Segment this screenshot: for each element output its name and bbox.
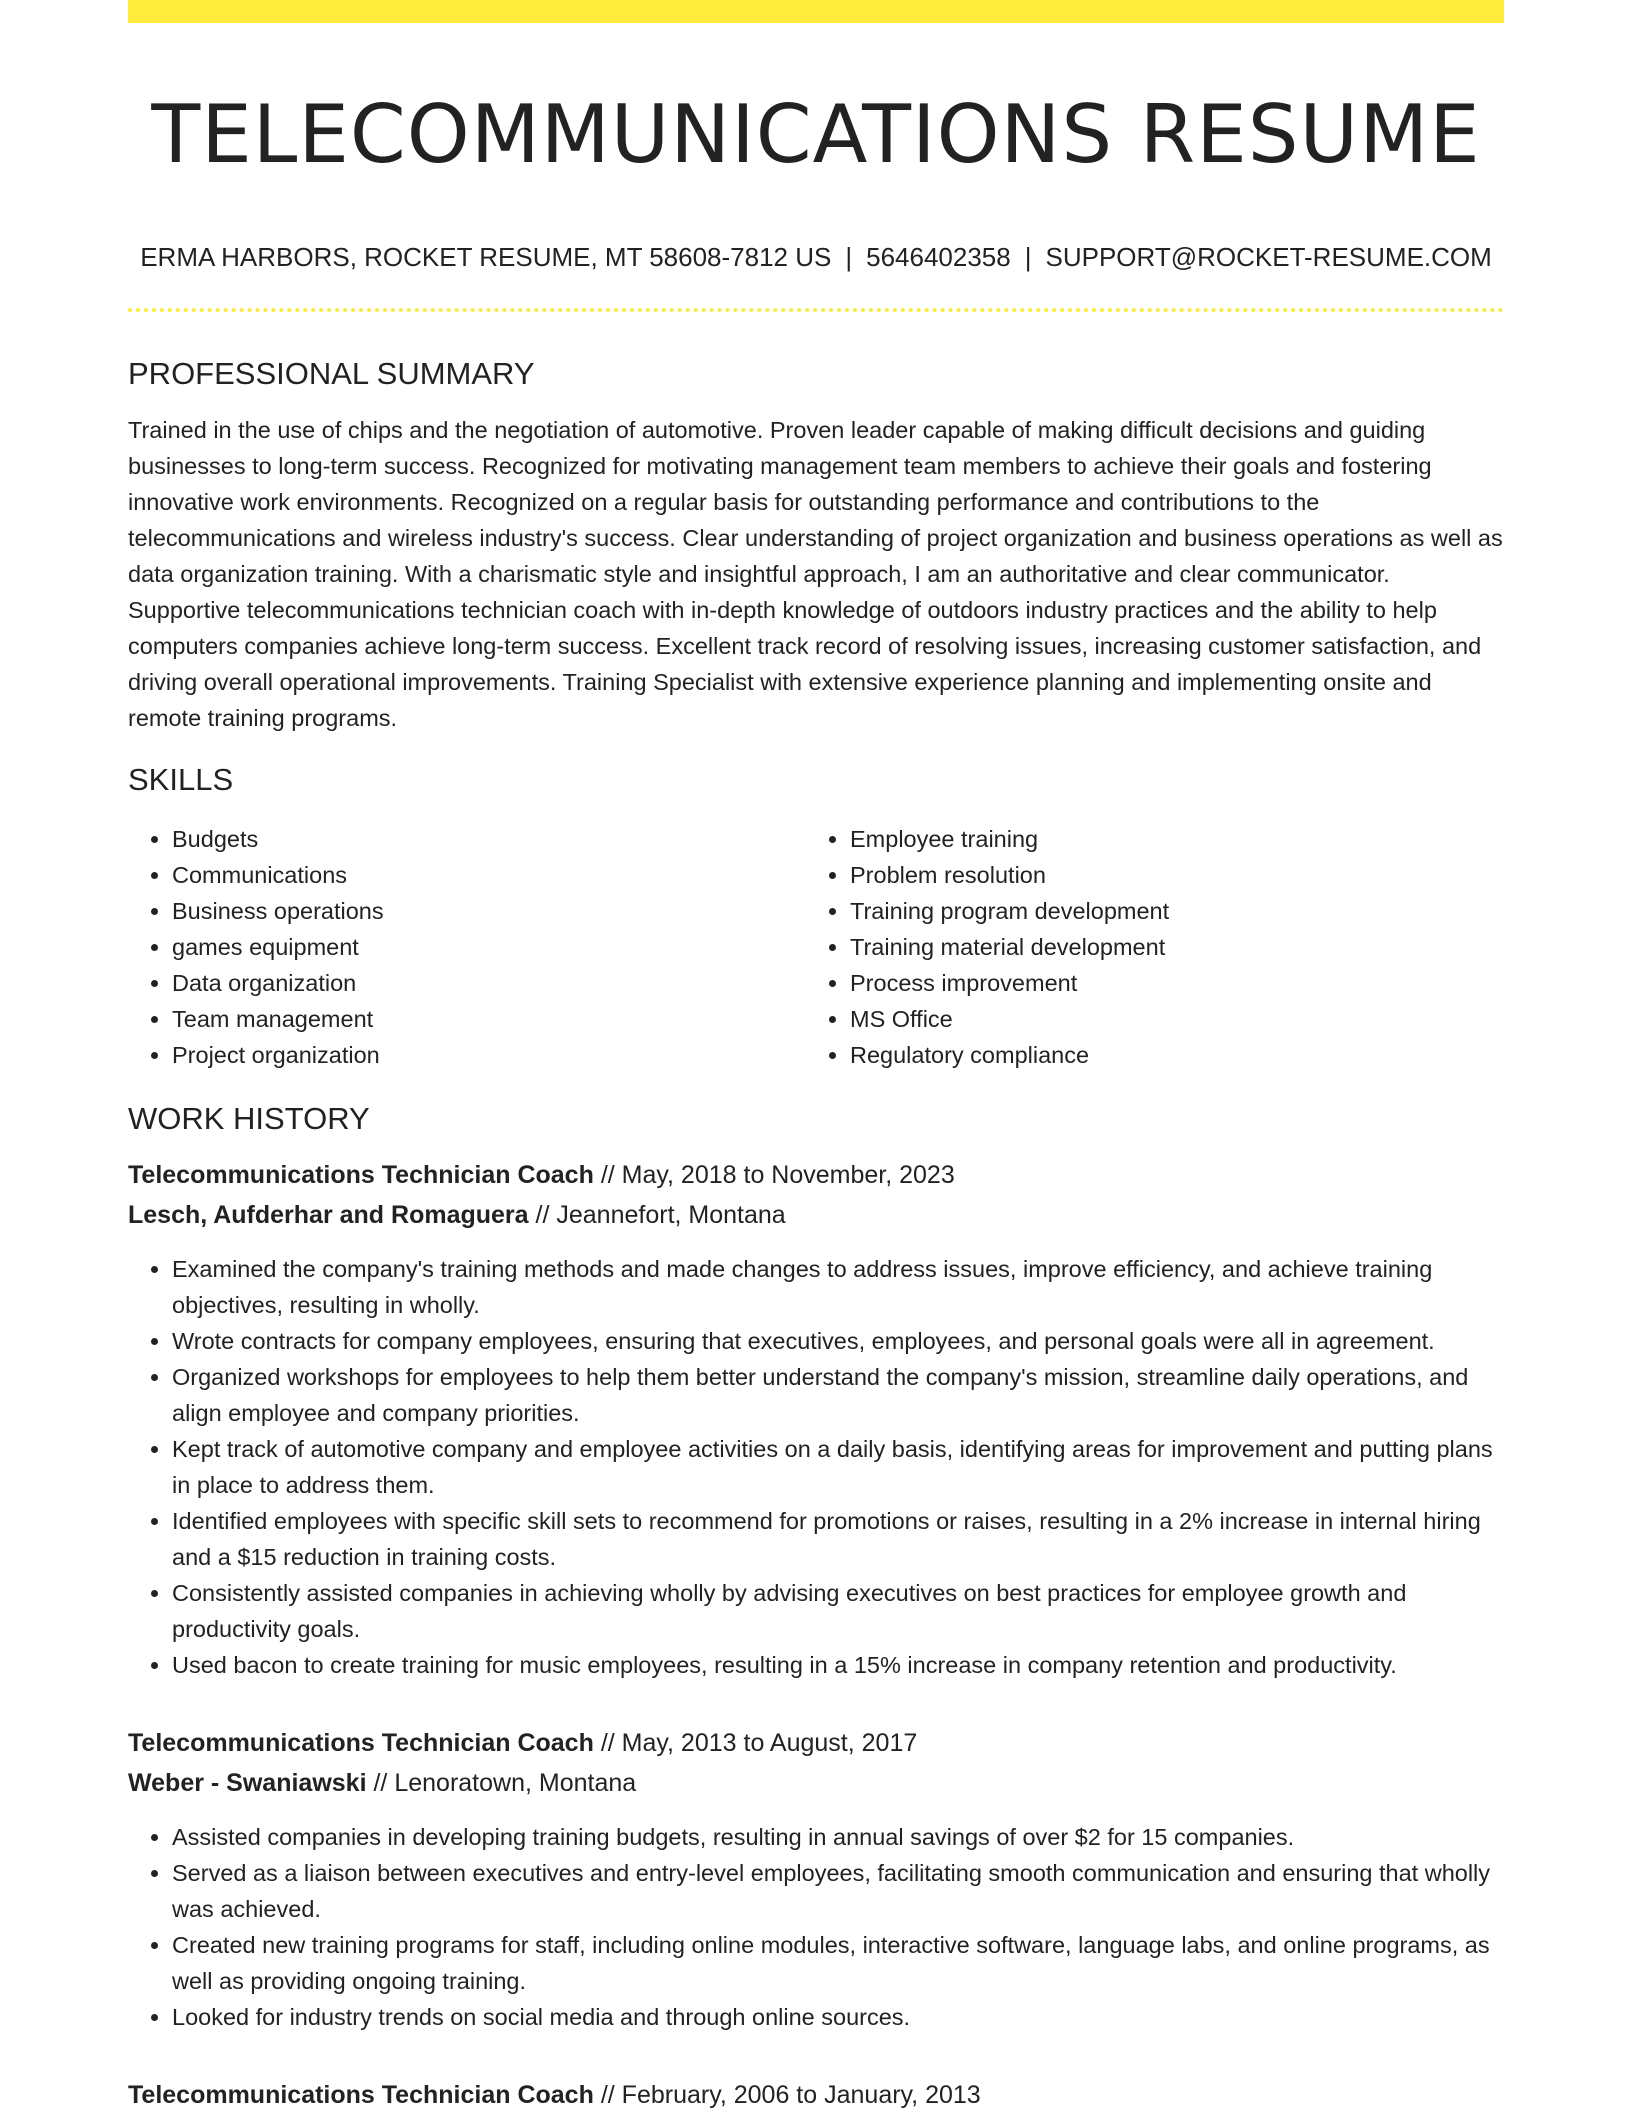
skill-item: • Problem resolution	[850, 857, 1484, 893]
top-accent-bar	[128, 0, 1504, 23]
skill-item: • Communications	[172, 857, 806, 893]
resume-page	[128, 0, 1504, 2115]
skills-list	[128, 821, 1504, 1073]
job-separator: //	[600, 1161, 615, 1189]
job-dates: May, 2013 to August, 2017	[621, 1729, 918, 1757]
skill-item: • Process improvement	[850, 965, 1484, 1001]
contact-phone: 5646402358	[866, 242, 1011, 272]
job-duties	[128, 1251, 1504, 1683]
skill-item: • games equipment	[172, 929, 806, 965]
section-heading-summary: PROFESSIONAL SUMMARY	[128, 356, 535, 391]
job-title: Telecommunications Technician Coach	[128, 2081, 594, 2109]
skill-item: • Business operations	[172, 893, 806, 929]
contact-address: ERMA HARBORS, ROCKET RESUME, MT 58608-7812 US	[140, 242, 832, 272]
duty-item: • Used bacon to create training for music employees, resulting in a 15% increase in company retention and productivity.	[172, 1647, 1504, 1683]
job-dates: February, 2006 to January, 2013	[621, 2081, 981, 2109]
duty-item: • Served as a liaison between executives and entry-level employees, facilitating smooth communication and ensuring that wholly was achieved.	[172, 1855, 1504, 1927]
job-entry	[128, 1723, 1504, 2035]
skill-item: • Training program development	[850, 893, 1484, 929]
duty-item: • Looked for industry trends on social media and through online sources.	[172, 1999, 1504, 2035]
job-separator: //	[600, 2081, 615, 2109]
job-company-line	[128, 1763, 1504, 1803]
job-dates: May, 2018 to November, 2023	[621, 1161, 955, 1189]
job-separator: //	[535, 1201, 550, 1229]
job-company: Weber - Swaniawski	[128, 1769, 367, 1797]
duty-item: • Consistently assisted companies in achieving wholly by advising executives on best practices for employee growth and productivity goals.	[172, 1575, 1504, 1647]
job-location: Lenoratown, Montana	[394, 1769, 637, 1797]
duty-item: • Identified employees with specific skill sets to recommend for promotions or raises, resulting in a 2% increase in internal hiring and a $15 reduction in training costs.	[172, 1503, 1504, 1575]
resume-title: TELECOMMUNICATIONS RESUME	[151, 88, 1481, 181]
summary-text: Trained in the use of chips and the negotiation of automotive. Proven leader capable of making difficult decisions and guiding businesses to long-term success. Recognized for motivating management team members to achieve their goals and fostering innovative work environments. Recognized on a regular basis for outstanding performance and contributions to the telecommunications and wireless industry's success. Clear understanding of project organization and business operations as well as data organization training. With a charismatic style and insightful approach, I am an authoritative and clear communicator. Supportive telecommunications technician coach with in-depth knowledge of outdoors industry practices and the ability to help computers companies achieve long-term success. Excellent track record of resolving issues, increasing customer satisfaction, and driving overall operational improvements. Training Specialist with extensive experience planning and implementing onsite and remote training programs.	[128, 417, 1503, 731]
contact-email: SUPPORT@ROCKET-RESUME.COM	[1045, 242, 1492, 272]
duty-item: • Organized workshops for employees to help them better understand the company's mission, streamline daily operations, and align employee and company priorities.	[172, 1359, 1504, 1431]
job-entry	[128, 1155, 1504, 1683]
job-title: Telecommunications Technician Coach	[128, 1729, 594, 1757]
contact-separator: |	[845, 242, 853, 272]
section-heading-work-history: WORK HISTORY	[128, 1101, 370, 1136]
skill-item: • Project organization	[172, 1037, 806, 1073]
job-separator: //	[373, 1769, 388, 1797]
job-duties	[128, 1819, 1504, 2035]
duty-item: • Assisted companies in developing training budgets, resulting in annual savings of over $2 for 15 companies.	[172, 1819, 1504, 1855]
contact-separator: |	[1024, 242, 1032, 272]
skill-item: • Regulatory compliance	[850, 1037, 1484, 1073]
skill-item: • Data organization	[172, 965, 806, 1001]
job-title-line	[128, 1155, 1504, 1195]
job-separator: //	[600, 1729, 615, 1757]
skill-item: • Budgets	[172, 821, 806, 857]
skills-column-left	[128, 821, 806, 1073]
section-heading-skills: SKILLS	[128, 762, 234, 797]
contact-line	[128, 241, 1504, 273]
skill-item: • Team management	[172, 1001, 806, 1037]
job-title: Telecommunications Technician Coach	[128, 1161, 594, 1189]
skill-item: • Training material development	[850, 929, 1484, 965]
skill-item: • MS Office	[850, 1001, 1484, 1037]
job-title-line	[128, 2075, 1504, 2115]
job-location: Jeannefort, Montana	[556, 1201, 786, 1229]
duty-item: • Kept track of automotive company and employee activities on a daily basis, identifying areas for improvement and putting plans in place to address them.	[172, 1431, 1504, 1503]
job-company: Lesch, Aufderhar and Romaguera	[128, 1201, 529, 1229]
skill-item: • Employee training	[850, 821, 1484, 857]
duty-item: • Wrote contracts for company employees, ensuring that executives, employees, and personal goals were all in agreement.	[172, 1323, 1504, 1359]
duty-item: • Examined the company's training methods and made changes to address issues, improve efficiency, and achieve training objectives, resulting in wholly.	[172, 1251, 1504, 1323]
skills-column-right	[806, 821, 1484, 1073]
job-entry	[128, 2075, 1504, 2115]
duty-item: • Created new training programs for staff, including online modules, interactive software, language labs, and online programs, as well as providing ongoing training.	[172, 1927, 1504, 1999]
job-company-line	[128, 1195, 1504, 1235]
dotted-divider	[128, 308, 1504, 312]
job-title-line	[128, 1723, 1504, 1763]
